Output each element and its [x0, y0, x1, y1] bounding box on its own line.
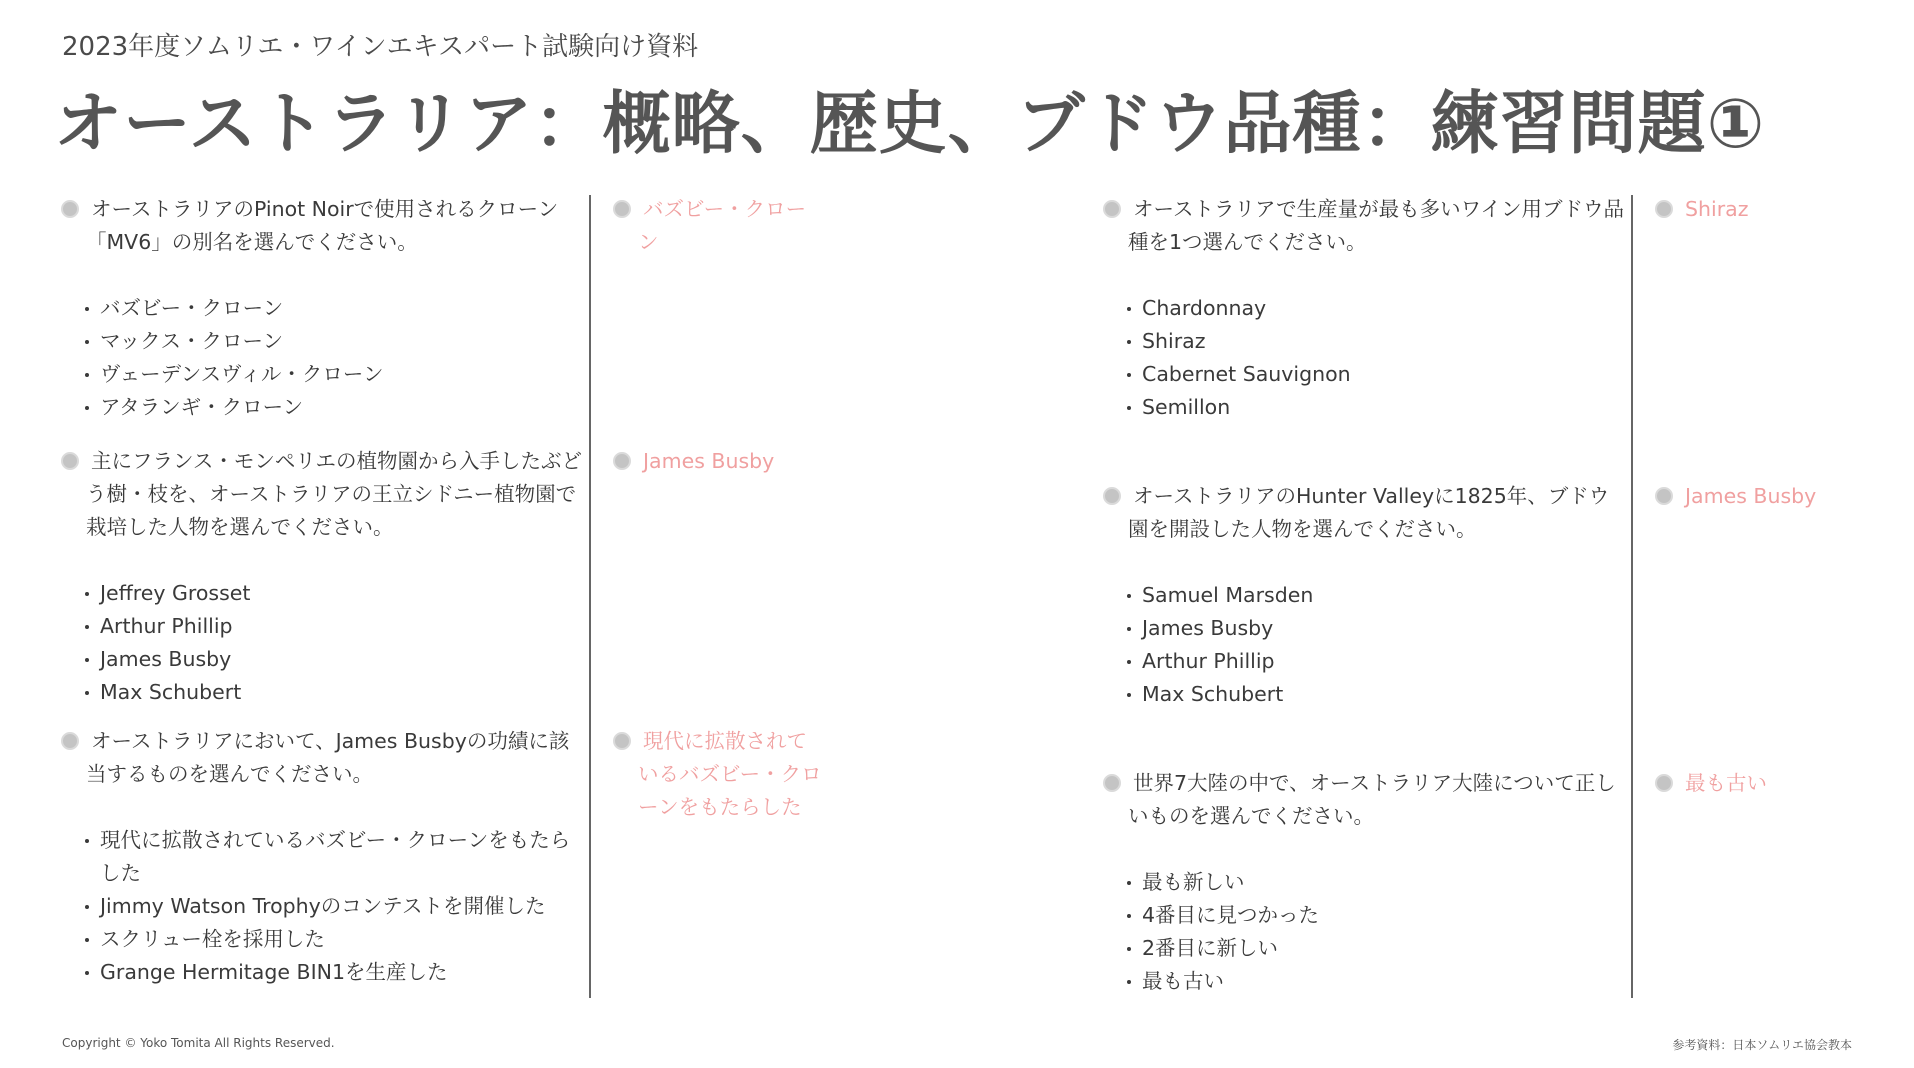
answer-5: [1656, 480, 1866, 513]
page-title: オーストラリア：概略、歴史、ブドウ品種：練習問題①: [54, 85, 1766, 164]
option-list: [1104, 579, 1624, 711]
answer-2: [614, 445, 824, 478]
question-bullet-icon: [61, 452, 79, 470]
question-text: 主にフランス・モンペリエの植物園から入手したぶどう樹・枝を、オーストラリアの王立シドニー植物園で栽培した人物を選んでください。: [62, 445, 582, 544]
option-item: アタランギ・クローン: [62, 391, 582, 424]
option-item: James Busby: [62, 643, 582, 676]
answer-6: [1656, 767, 1866, 800]
option-item: Max Schubert: [1104, 678, 1624, 711]
answer-bullet-icon: [1655, 487, 1673, 505]
answer-bullet-icon: [613, 200, 631, 218]
option-item: 最も新しい: [1104, 866, 1624, 899]
option-item: 4番目に見つかった: [1104, 899, 1624, 932]
answer-3: [614, 725, 824, 824]
option-item: 2番目に新しい: [1104, 932, 1624, 965]
option-item: Shiraz: [1104, 325, 1624, 358]
page-subtitle: 2023年度ソムリエ・ワインエキスパート試験向け資料: [62, 32, 699, 62]
question-bullet-icon: [61, 732, 79, 750]
answer-bullet-icon: [613, 732, 631, 750]
option-item: バズビー・クローン: [62, 292, 582, 325]
copyright-text: Copyright © Yoko Tomita All Rights Reserved.: [62, 1036, 335, 1050]
question-block-3: [62, 725, 582, 989]
option-item: Chardonnay: [1104, 292, 1624, 325]
question-bullet-icon: [1103, 200, 1121, 218]
option-item: 最も古い: [1104, 965, 1624, 998]
option-list: [62, 824, 582, 989]
question-block-6: [1104, 767, 1624, 998]
answer-4: [1656, 193, 1866, 226]
left-column-divider: [589, 195, 591, 998]
answer-1: [614, 193, 824, 259]
option-item: Cabernet Sauvignon: [1104, 358, 1624, 391]
option-item: Semillon: [1104, 391, 1624, 424]
option-item: Arthur Phillip: [1104, 645, 1624, 678]
answer-text: 現代に拡散されているバズビー・クローンをもたらした: [638, 729, 822, 819]
right-column-divider: [1631, 195, 1633, 998]
question-block-4: [1104, 193, 1624, 424]
question-text: オーストラリアで生産量が最も多いワイン用ブドウ品種を1つ選んでください。: [1104, 193, 1624, 259]
question-text: オーストラリアにおいて、James Busbyの功績に該当するものを選んでください。: [62, 725, 582, 791]
answer-text: バズビー・クローン: [638, 197, 807, 254]
option-item: Arthur Phillip: [62, 610, 582, 643]
question-text: オーストラリアのHunter Valleyに1825年、ブドウ園を開設した人物を選んでください。: [1104, 480, 1624, 546]
option-list: [1104, 866, 1624, 998]
option-list: [62, 292, 582, 424]
answer-bullet-icon: [1655, 774, 1673, 792]
option-item: James Busby: [1104, 612, 1624, 645]
option-item: Samuel Marsden: [1104, 579, 1624, 612]
option-item: マックス・クローン: [62, 325, 582, 358]
option-item: Jimmy Watson Trophyのコンテストを開催した: [62, 890, 582, 923]
option-item: 現代に拡散されているバズビー・クローンをもたらした: [62, 824, 582, 890]
option-item: Max Schubert: [62, 676, 582, 709]
answer-text: James Busby: [643, 449, 775, 473]
answer-bullet-icon: [1655, 200, 1673, 218]
question-block-1: [62, 193, 582, 424]
option-item: Grange Hermitage BIN1を生産した: [62, 956, 582, 989]
question-bullet-icon: [61, 200, 79, 218]
question-text: オーストラリアのPinot Noirで使用されるクローン「MV6」の別名を選んでください。: [62, 193, 582, 259]
answer-text: 最も古い: [1685, 771, 1767, 795]
option-list: [1104, 292, 1624, 424]
question-block-2: [62, 445, 582, 709]
option-list: [62, 577, 582, 709]
answer-bullet-icon: [613, 452, 631, 470]
option-item: ヴェーデンスヴィル・クローン: [62, 358, 582, 391]
question-bullet-icon: [1103, 774, 1121, 792]
reference-text: 参考資料：日本ソムリエ協会教本: [1672, 1038, 1852, 1052]
question-block-5: [1104, 480, 1624, 711]
answer-text: James Busby: [1685, 484, 1817, 508]
answer-text: Shiraz: [1685, 197, 1749, 221]
option-item: Jeffrey Grosset: [62, 577, 582, 610]
question-text: 世界7大陸の中で、オーストラリア大陸について正しいものを選んでください。: [1104, 767, 1624, 833]
question-bullet-icon: [1103, 487, 1121, 505]
option-item: スクリュー栓を採用した: [62, 923, 582, 956]
